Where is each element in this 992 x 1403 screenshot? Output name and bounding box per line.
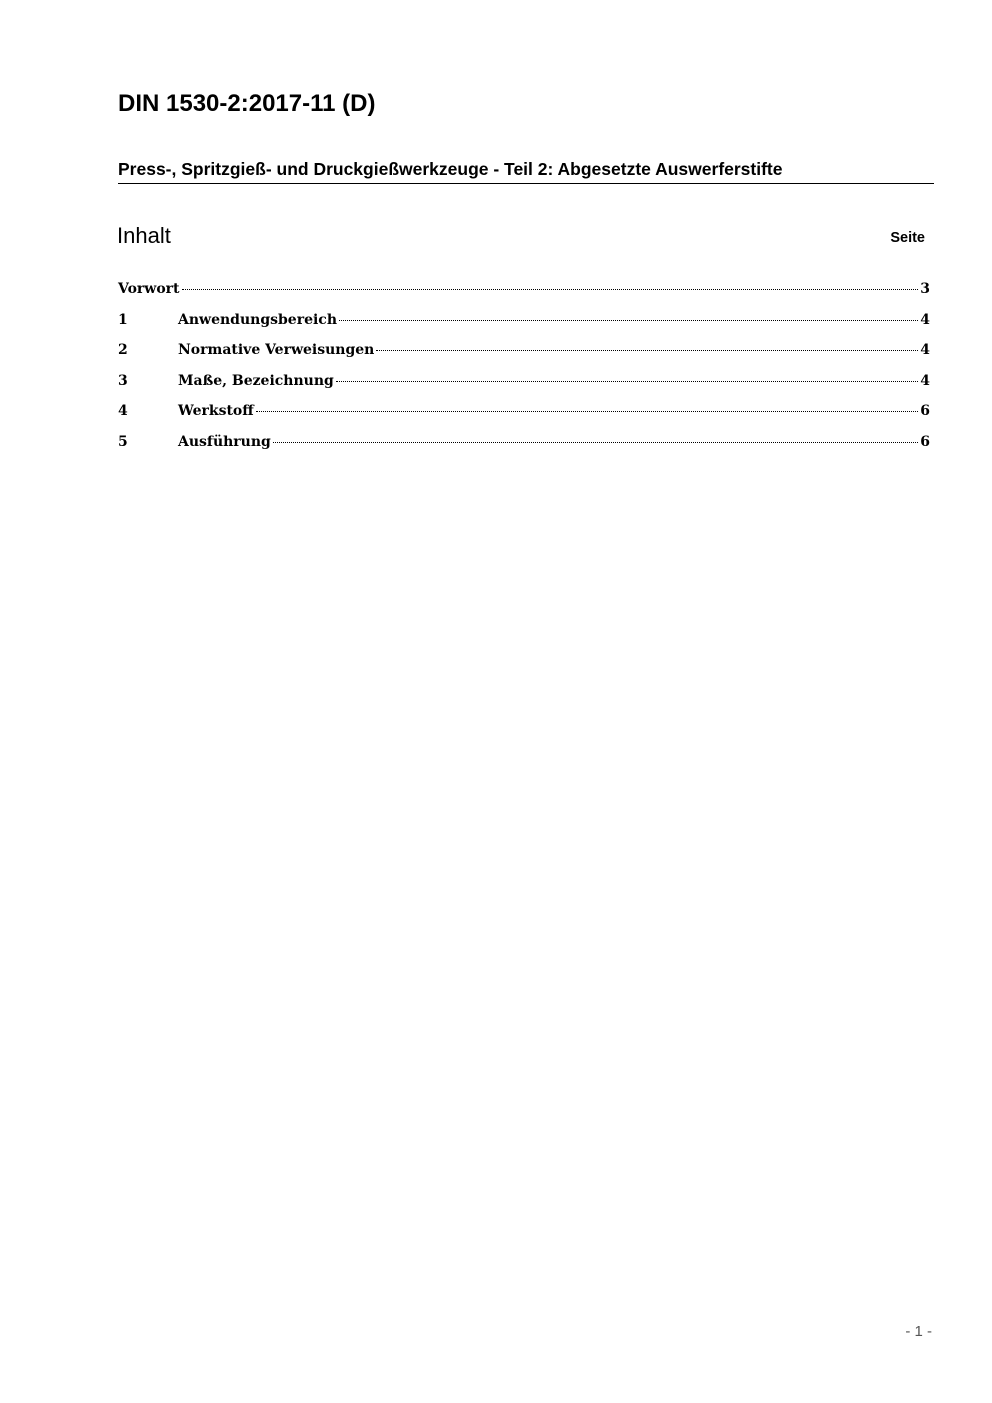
toc-entry-number: 3 <box>118 372 128 389</box>
toc-entry-title: Normative Verweisungen <box>178 342 375 358</box>
toc-entry-page: 3 <box>920 281 930 297</box>
toc-heading: Inhalt <box>117 223 171 248</box>
toc-entry-title: Anwendungsbereich <box>178 311 337 328</box>
toc-dot-leader <box>182 289 919 290</box>
document-subtitle: Press-, Spritzgieß- und Druckgießwerkzeuge - Teil 2: Abgesetzte Auswerferstifte <box>118 157 934 184</box>
toc-entry-number: 5 <box>118 433 128 450</box>
toc-dot-leader <box>376 350 918 351</box>
toc-entry-ausfuehrung[interactable] <box>118 431 930 462</box>
toc-entry-title: Werkstoff <box>178 403 254 419</box>
toc-dot-leader <box>339 320 918 321</box>
toc-entry-title: Maße, Bezeichnung <box>178 372 334 389</box>
toc-entry-vorwort[interactable] <box>118 278 930 309</box>
toc-entry-number: 2 <box>118 342 128 358</box>
table-of-contents <box>118 278 930 461</box>
page-number: - 1 - <box>905 1323 932 1340</box>
toc-dot-leader <box>336 381 918 382</box>
toc-entry-page: 4 <box>920 311 930 328</box>
toc-entry-page: 6 <box>920 403 930 419</box>
toc-dot-leader <box>273 442 918 443</box>
toc-entry-page: 6 <box>920 433 930 450</box>
toc-entry-title: Vorwort <box>118 281 180 297</box>
toc-entry-anwendungsbereich[interactable] <box>118 309 930 340</box>
toc-entry-normative-verweisungen[interactable] <box>118 339 930 370</box>
toc-entry-masse-bezeichnung[interactable] <box>118 370 930 401</box>
document-number: DIN 1530-2:2017-11 (D) <box>118 90 376 117</box>
toc-entry-title: Ausführung <box>178 433 271 450</box>
toc-entry-page: 4 <box>920 372 930 389</box>
toc-dot-leader <box>256 411 919 412</box>
toc-entry-page: 4 <box>920 342 930 358</box>
toc-page-column-label: Seite <box>890 230 925 246</box>
toc-entry-number: 4 <box>118 403 128 419</box>
toc-entry-number: 1 <box>118 311 128 328</box>
toc-entry-werkstoff[interactable] <box>118 400 930 431</box>
